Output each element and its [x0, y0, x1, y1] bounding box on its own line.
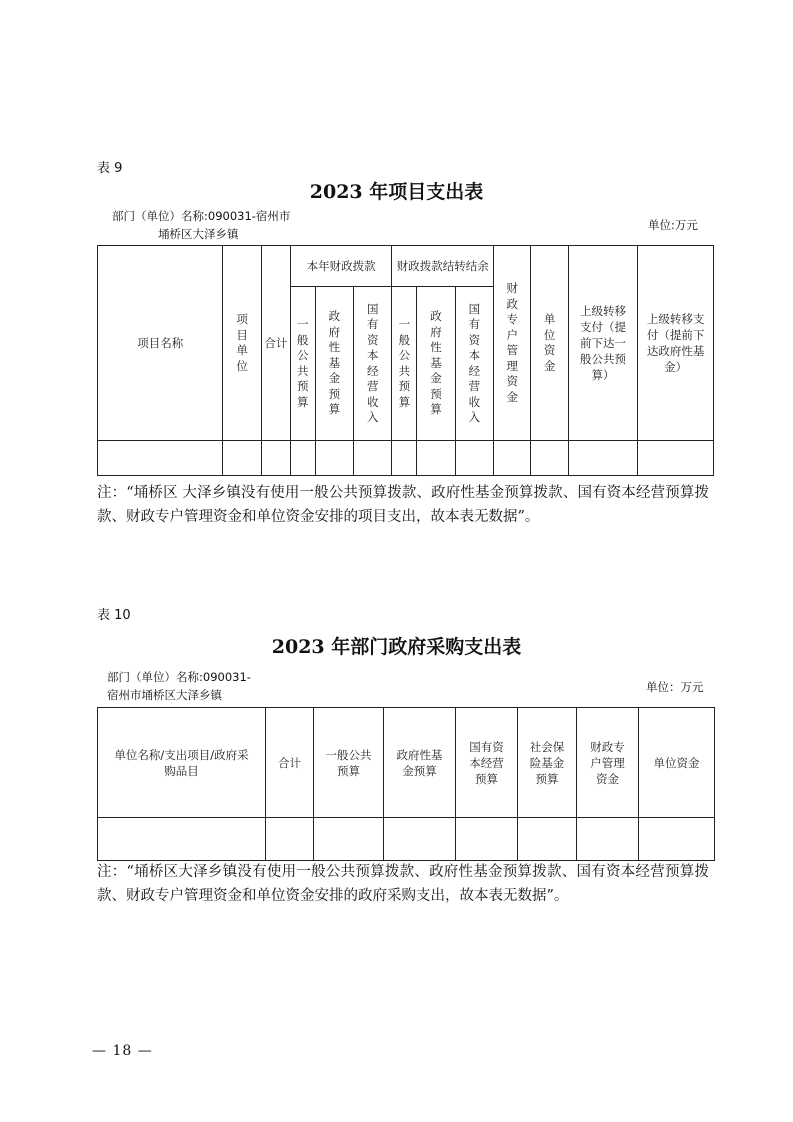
header-state-capital: 国有资本经营收入 — [354, 287, 392, 441]
table-cell — [456, 818, 518, 861]
header-project-unit: 项目单位 — [223, 246, 261, 441]
header-general-budget: 一般公共预算 — [290, 287, 315, 441]
table-cell — [384, 818, 456, 861]
table-cell — [354, 441, 392, 476]
table10-note: 注：“埇桥区大泽乡镇没有使用一般公共预算拨款、政府性基金预算拨款、国有资本经营预算拨款、财政专户管理资金和单位资金安排的政府采购支出，故本表无数据”。 — [97, 864, 709, 904]
header-fund-budget: 政府性基金预算 — [315, 287, 353, 441]
table-cell — [568, 441, 637, 476]
page-number: — 18 — — [92, 1043, 153, 1059]
table-cell — [577, 818, 639, 861]
table-cell — [531, 441, 568, 476]
header-unit-funds: 单位资金 — [531, 246, 568, 441]
table-cell — [261, 441, 290, 476]
table-cell — [98, 818, 266, 861]
header-carry-state-capital: 国有资本经营收入 — [455, 287, 493, 441]
header-social-insurance: 社会保险基金预算 — [518, 708, 577, 818]
table-row — [98, 818, 715, 861]
header-carry-fund-budget: 政府性基金预算 — [417, 287, 455, 441]
table9-title: 2023 年项目支出表 — [309, 181, 484, 203]
table10-government-procurement — [97, 707, 715, 861]
header-total: 合计 — [266, 708, 314, 818]
header-carry-general-budget: 一般公共预算 — [392, 287, 417, 441]
table9-unit: 单位:万元 — [648, 218, 698, 232]
table9-label: 表 9 — [97, 161, 123, 176]
header-general-budget: 一般公共预算 — [314, 708, 384, 818]
table10-label: 表 10 — [97, 608, 131, 623]
header-unit-name: 单位名称/支出项目/政府采购品目 — [98, 708, 266, 818]
table-cell — [638, 441, 714, 476]
table-cell — [455, 441, 493, 476]
table-cell — [223, 441, 261, 476]
table10-dept-line1: 部门（单位）名称:090031- — [107, 670, 251, 684]
header-unit-funds: 单位资金 — [639, 708, 715, 818]
header-project-name: 项目名称 — [98, 246, 223, 441]
table-cell — [392, 441, 417, 476]
header-total: 合计 — [261, 246, 290, 441]
table-cell — [417, 441, 455, 476]
table10-unit: 单位：万元 — [646, 680, 704, 694]
table-cell — [518, 818, 577, 861]
header-current-year-appropriation: 本年财政拨款 — [290, 246, 392, 287]
table9-dept-line1: 部门（单位）名称:090031-宿州市 — [112, 209, 291, 223]
table-cell — [266, 818, 314, 861]
table-cell — [314, 818, 384, 861]
table-cell — [315, 441, 353, 476]
header-special-account: 财政专户管理资金 — [577, 708, 639, 818]
table-cell — [639, 818, 715, 861]
header-state-capital: 国有资本经营预算 — [456, 708, 518, 818]
header-upper-transfer-fund: 上级转移支付（提前下达政府性基金） — [638, 246, 714, 441]
header-upper-transfer-general: 上级转移支付（提前下达一般公共预算） — [568, 246, 637, 441]
table9-note: 注：“埇桥区 大泽乡镇没有使用一般公共预算拨款、政府性基金预算拨款、国有资本经营预算拨款、财政专户管理资金和单位资金安排的项目支出，故本表无数据”。 — [97, 485, 709, 525]
table10-dept-line2: 宿州市埇桥区大泽乡镇 — [107, 688, 222, 702]
header-fund-budget: 政府性基金预算 — [384, 708, 456, 818]
table-cell — [494, 441, 531, 476]
header-special-account: 财政专户管理资金 — [494, 246, 531, 441]
table-cell — [290, 441, 315, 476]
table-row — [98, 441, 714, 476]
table10-title: 2023 年部门政府采购支出表 — [271, 636, 522, 658]
table9-dept-line2: 埇桥区大泽乡镇 — [158, 227, 239, 241]
table9-project-expenditure — [97, 245, 714, 476]
table-cell — [98, 441, 223, 476]
header-carryover: 财政拨款结转结余 — [392, 246, 494, 287]
